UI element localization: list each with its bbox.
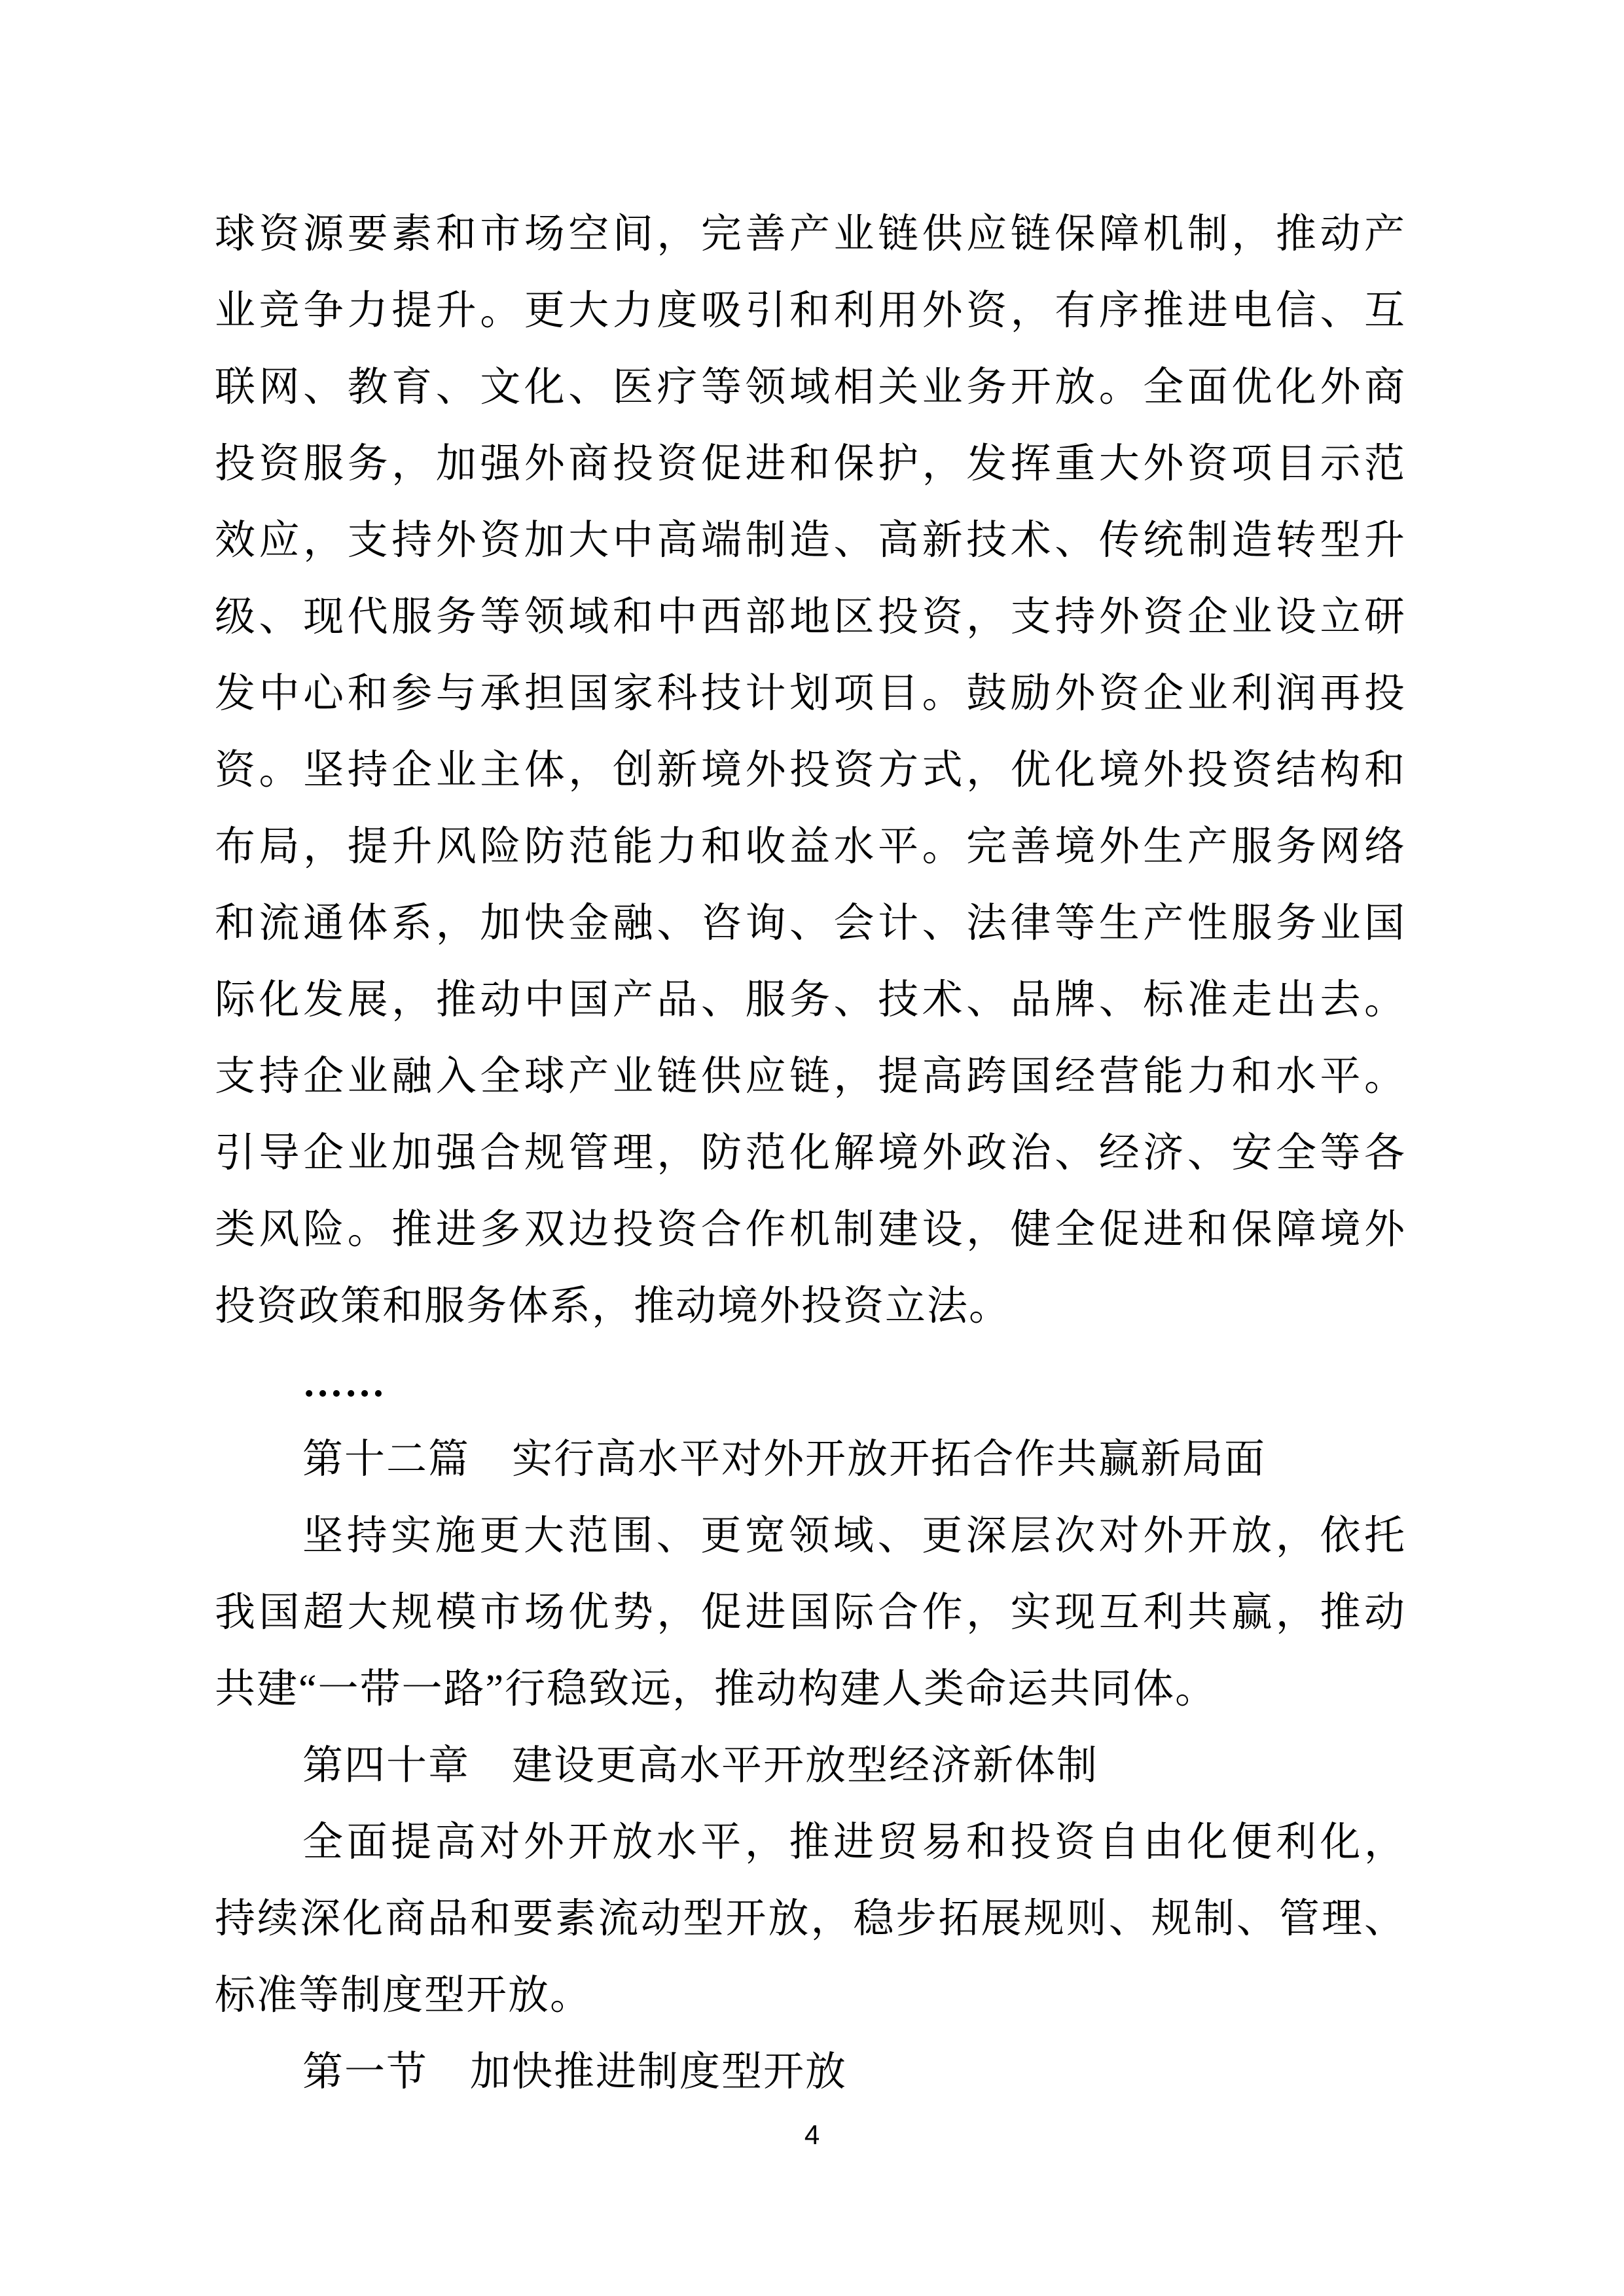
body-line: 和流通体系，加快金融、咨询、会计、法律等生产性服务业国	[215, 901, 1406, 946]
body-line: 持续深化商品和要素流动型开放，稳步拓展规则、规制、管理、	[215, 1897, 1406, 1941]
section-heading-line: 第一节 加快推进制度型开放	[302, 2050, 848, 2094]
body-line: 我国超大规模市场优势，促进国际合作，实现互利共赢，推动	[215, 1590, 1406, 1635]
body-line: 发中心和参与承担国家科技计划项目。鼓励外资企业利润再投	[215, 672, 1406, 716]
body-line: 共建“一带一路”行稳致远，推动构建人类命运共同体。	[215, 1667, 1218, 1712]
body-line: 效应，支持外资加大中高端制造、高新技术、传统制造转型升	[215, 518, 1406, 563]
body-line: 布局，提升风险防范能力和收益水平。完善境外生产服务网络	[215, 825, 1406, 869]
part-heading-line: 第十二篇 实行高水平对外开放开拓合作共赢新局面	[302, 1437, 1267, 1482]
body-line: 标准等制度型开放。	[215, 1973, 592, 2018]
chapter-heading-line: 第四十章 建设更高水平开放型经济新体制	[302, 1744, 1099, 1788]
body-line: 类风险。推进多双边投资合作机制建设，健全促进和保障境外	[215, 1208, 1406, 1252]
body-line: 全面提高对外开放水平，推进贸易和投资自由化便利化，	[302, 1820, 1406, 1865]
body-line: 资。坚持企业主体，创新境外投资方式，优化境外投资结构和	[215, 748, 1406, 793]
text-block	[215, 196, 1406, 2111]
body-line: 球资源要素和市场空间，完善产业链供应链保障机制，推动产	[215, 212, 1406, 257]
body-line: 际化发展，推动中国产品、服务、技术、品牌、标准走出去。	[215, 978, 1406, 1022]
page-number: 4	[804, 2119, 820, 2150]
body-line: 支持企业融入全球产业链供应链，提高跨国经营能力和水平。	[215, 1054, 1406, 1099]
body-line: 联网、教育、文化、医疗等领域相关业务开放。全面优化外商	[215, 365, 1406, 410]
body-line: 投资服务，加强外商投资促进和保护，发挥重大外资项目示范	[215, 442, 1406, 486]
ellipsis-line: ……	[302, 1361, 386, 1405]
body-line: 业竞争力提升。更大力度吸引和利用外资，有序推进电信、互	[215, 289, 1406, 333]
body-line: 投资政策和服务体系，推动境外投资立法。	[215, 1284, 1011, 1329]
body-line: 坚持实施更大范围、更宽领域、更深层次对外开放，依托	[302, 1514, 1406, 1558]
body-line: 级、现代服务等领域和中西部地区投资，支持外资企业设立研	[215, 595, 1406, 639]
body-line: 引导企业加强合规管理，防范化解境外政治、经济、安全等各	[215, 1131, 1406, 1175]
